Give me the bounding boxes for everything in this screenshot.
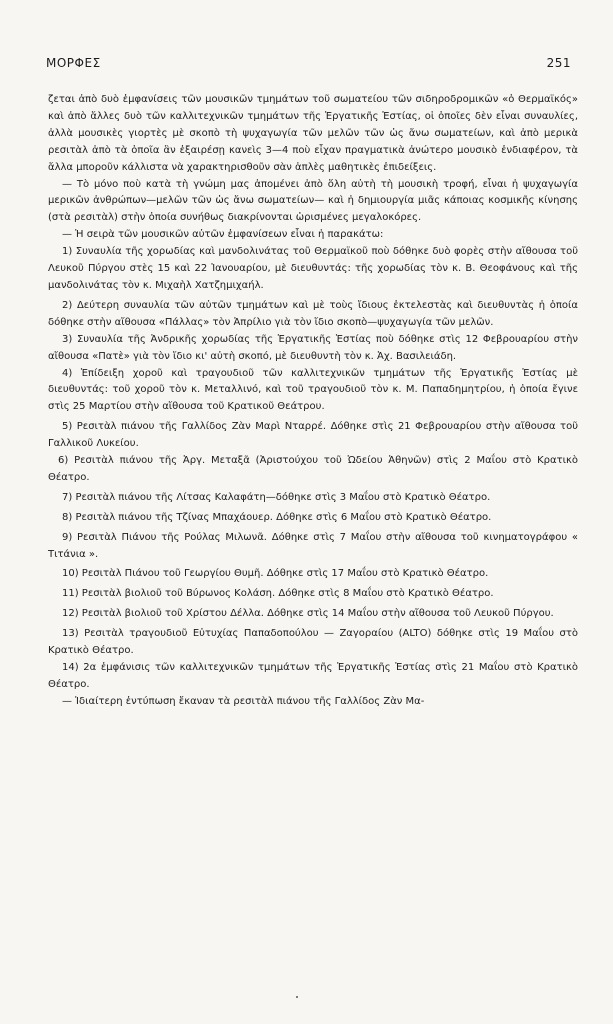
print-speck bbox=[296, 996, 298, 998]
paragraph-list-intro: — Ἡ σειρὰ τῶν μουσικῶν αὐτῶν ἐμφανίσεων εἶναι ἡ παρακάτω: bbox=[62, 229, 384, 241]
list-item-10: 10) Ρεσιτὰλ Πιάνου τοῦ Γεωργίου Θυμῆ. Δόθηκε στὶς 17 Μαΐου στὸ Κρατικὸ Θέατρο. bbox=[62, 568, 489, 580]
list-item-12: 12) Ρεσιτὰλ βιολιοῦ τοῦ Χρίστου Δέλλα. Δόθηκε στὶς 14 Μαΐου στὴν αἴθουσα τοῦ Λευκοῦ Πύργου. bbox=[62, 608, 554, 620]
list-item-4: 4) Ἐπίδειξη χοροῦ καὶ τραγουδιοῦ τῶν καλλιτεχνικῶν τμημάτων τῆς Ἐργατικῆς Ἑστίας μὲ διευθυντάς: τοῦ χοροῦ τὸν κ. Μεταλλινό, καὶ τοῦ τραγουδιοῦ τὸν κ. Μ. Παπαδημητρίου, ἡ ὁποία ἔγινε στὶς 25 Μαρτίου στὴν αἴθουσα τοῦ Κρατικοῦ Θεάτρου. bbox=[48, 367, 578, 413]
body-text bbox=[48, 92, 578, 711]
paragraph-commentary: — Τὸ μόνο ποὺ κατὰ τὴ γνώμη μας ἀπομένει ἀπὸ ὅλη αὐτὴ τὴ μουσικὴ τροφή, εἶναι ἡ ψυχαγωγία μερικῶν ἀνθρώπων—μελῶν τῶν ὡς ἄνω σωματείων— καὶ ἡ δημιουργία μιᾶς κάποιας κοσμικῆς κίνησης (στὰ ρεσιτὰλ) στὴν ὁποία συνήθως διακρίνονται ὡρισμένες μεγαλοκόρες. bbox=[48, 178, 578, 224]
page-number: 251 bbox=[546, 56, 571, 70]
running-header bbox=[46, 56, 581, 70]
list-item-2: 2) Δεύτερη συναυλία τῶν αὐτῶν τμημάτων καὶ μὲ τοὺς ἴδιους ἐκτελεστὰς καὶ διευθυντὰς ἡ ὁποία δόθηκε στὴν αἴθουσα «Πάλλας» τὸν Ἀπρίλιο γιὰ τὸν ἴδιο σκοπὸ—ψυχαγωγία τῶν μελῶν. bbox=[48, 299, 578, 328]
list-item-5: 5) Ρεσιτὰλ πιάνου τῆς Γαλλίδος Ζὰν Μαρὶ Νταρρέ. Δόθηκε στὶς 21 Φεβρουαρίου στὴν αἴθουσα τοῦ Γαλλικοῦ Λυκείου. bbox=[48, 421, 578, 450]
list-item-3: 3) Συναυλία τῆς Ἀνδρικῆς χορωδίας τῆς Ἐργατικῆς Ἑστίας ποὺ δόθηκε στὶς 12 Φεβρουαρίου στὴν αἴθουσα «Πατὲ» γιὰ τὸν ἴδιο κι' αὐτὴ σκοπό, μὲ διευθυντὴ τὸν κ. Ἀχ. Βασιλειάδη. bbox=[48, 333, 578, 362]
list-item-6: 6) Ρεσιτὰλ πιάνου τῆς Ἀργ. Μεταξᾶ (Ἀριστούχου τοῦ Ὠδείου Ἀθηνῶν) στὶς 2 Μαΐου στὸ Κρατικὸ Θέατρο. bbox=[48, 455, 578, 483]
list-item-7: 7) Ρεσιτὰλ πιάνου τῆς Λίτσας Καλαφάτη—δόθηκε στὶς 3 Μαΐου στὸ Κρατικὸ Θέατρο. bbox=[62, 491, 491, 503]
list-item-8: 8) Ρεσιτὰλ πιάνου τῆς Τζίνας Μπαχάουερ. Δόθηκε στὶς 6 Μαΐου στὸ Κρατικὸ Θέατρο. bbox=[62, 511, 492, 523]
paragraph-closing: — Ἰδιαίτερη ἐντύπωση ἔκαναν τὰ ρεσιτὰλ πιάνου τῆς Γαλλίδος Ζὰν Μα- bbox=[62, 695, 425, 707]
list-item-14: 14) 2α ἐμφάνισις τῶν καλλιτεχνικῶν τμημάτων τῆς Ἐργατικῆς Ἑστίας στὶς 21 Μαΐου στὸ Κρατικὸ Θέατρο. bbox=[48, 662, 578, 690]
paragraph-continued-intro: ζεται ἀπὸ δυὸ ἐμφανίσεις τῶν μουσικῶν τμημάτων τοῦ σωματείου τῶν σιδηροδρομικῶν «ὁ Θερμαϊκός» καὶ ἀπὸ ἄλλες δυὸ τῶν καλλιτεχνικῶν τμημάτων τῆς Ἐργατικῆς Ἑστίας, οἱ ὁποῖες δὲν εἶναι συναυλίες, ἀλλὰ μουσικὲς γιορτὲς μὲ σκοπὸ τὴ ψυχαγωγία τῶν μελῶν τῶν ὡς ἄνω σωματείων, καὶ ἀπὸ μερικὰ ρεσιτὰλ ἀπὸ τὰ ὁποῖα ἂν ἐξαιρέσῃ κανεὶς 3—4 ποὺ εἶχαν πραγματικὰ ἀνώτερο μουσικὸ ἐνδιαφέρον, τὰ ἄλλα μποροῦν κάλλιστα νὰ χαρακτηρισθοῦν σὰν ἁπλὲς μαθητικὲς ἐπιδείξεις. bbox=[48, 94, 578, 173]
list-item-13: 13) Ρεσιτὰλ τραγουδιοῦ Εὐτυχίας Παπαδοπούλου — Ζαγοραίου (ALTO) δόθηκε στὶς 19 Μαΐου στὸ Κρατικὸ Θέατρο. bbox=[48, 628, 578, 657]
list-item-11: 11) Ρεσιτὰλ βιολιοῦ τοῦ Βύρωνος Κολάση. Δόθηκε στὶς 8 Μαΐου στὸ Κρατικὸ Θέατρο. bbox=[62, 588, 494, 600]
running-title: ΜΟΡΦΕΣ bbox=[46, 56, 101, 70]
list-item-9: 9) Ρεσιτὰλ Πιάνου τῆς Ρούλας Μιλωνᾶ. Δόθηκε στὶς 7 Μαΐου στὴν αἴθουσα τοῦ κινηματογράφου « Τιτάνια ». bbox=[48, 531, 578, 560]
list-item-1: 1) Συναυλία τῆς χορωδίας καὶ μανδολινάτας τοῦ Θερμαϊκοῦ ποὺ δόθηκε δυὸ φορὲς στὴν αἴθουσα τοῦ Λευκοῦ Πύργου στὲς 15 καὶ 22 Ἰανουαρίου, μὲ διευθυντάς: τῆς χορωδίας τὸν κ. Β. Θεοφάνους καὶ τῆς μανδολινάτας τὸν κ. Μιχαὴλ Χατζημιχαήλ. bbox=[48, 246, 578, 291]
